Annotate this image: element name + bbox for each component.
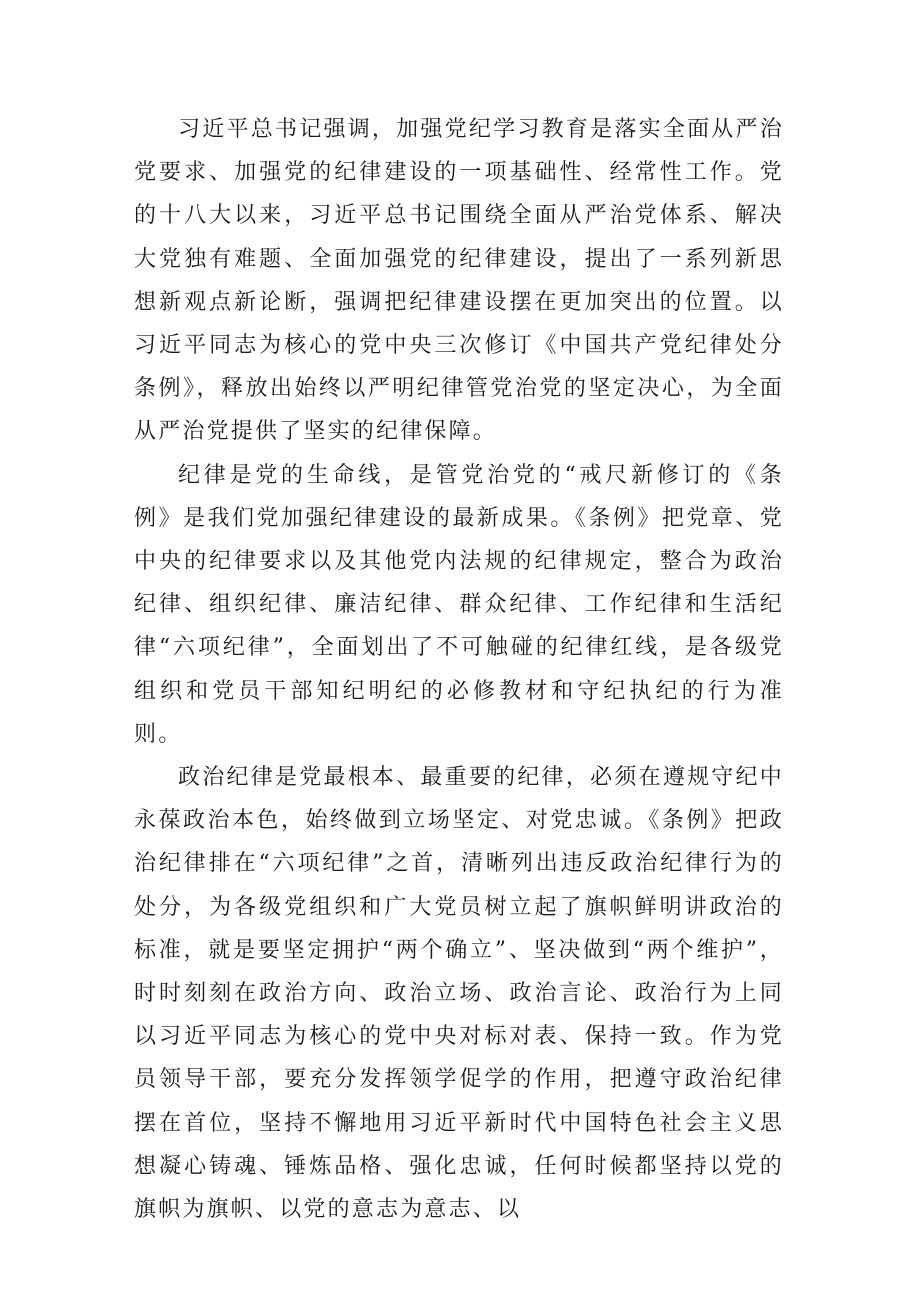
document-body [134, 108, 784, 1231]
paragraph-2: 纪律是党的生命线，是管党治党的“戒尺新修订的《条例》是我们党加强纪律建设的最新成果。《条例》把党章、党中央的纪律要求以及其他党内法规的纪律规定，整合为政治纪律、组织纪律、廉洁纪律、群众纪律、工作纪律和生活纪律“六项纪律”，全面划出了不可触碰的纪律红线，是各级党组织和党员干部知纪明纪的必修教材和守纪执纪的行为准则。 [134, 462, 784, 747]
paragraph-1: 习近平总书记强调，加强党纪学习教育是落实全面从严治党要求、加强党的纪律建设的一项基础性、经常性工作。党的十八大以来，习近平总书记围绕全面从严治党体系、解决大党独有难题、全面加强党的纪律建设，提出了一系列新思想新观点新论断，强调把纪律建设摆在更加突出的位置。以习近平同志为核心的党中央三次修订《中国共产党纪律处分条例》，释放出始终以严明纪律管党治党的坚定决心，为全面从严治党提供了坚实的纪律保障。 [134, 117, 784, 445]
paragraph-3: 政治纪律是党最根本、最重要的纪律，必须在遵规守纪中永葆政治本色，始终做到立场坚定、对党忠诚。《条例》把政治纪律排在“六项纪律”之首，清晰列出违反政治纪律行为的处分，为各级党组织和广大党员树立起了旗帜鲜明讲政治的标准，就是要坚定拥护“两个确立”、坚决做到“两个维护”，时时刻刻在政治方向、政治立场、政治言论、政治行为上同以习近平同志为核心的党中央对标对表、保持一致。作为党员领导干部，要充分发挥领学促学的作用，把遵守政治纪律摆在首位，坚持不懈地用习近平新时代中国特色社会主义思想凝心铸魂、锤炼品格、强化忠诚，任何时候都坚持以党的旗帜为旗帜、以党的意志为意志、以 [134, 765, 784, 1223]
